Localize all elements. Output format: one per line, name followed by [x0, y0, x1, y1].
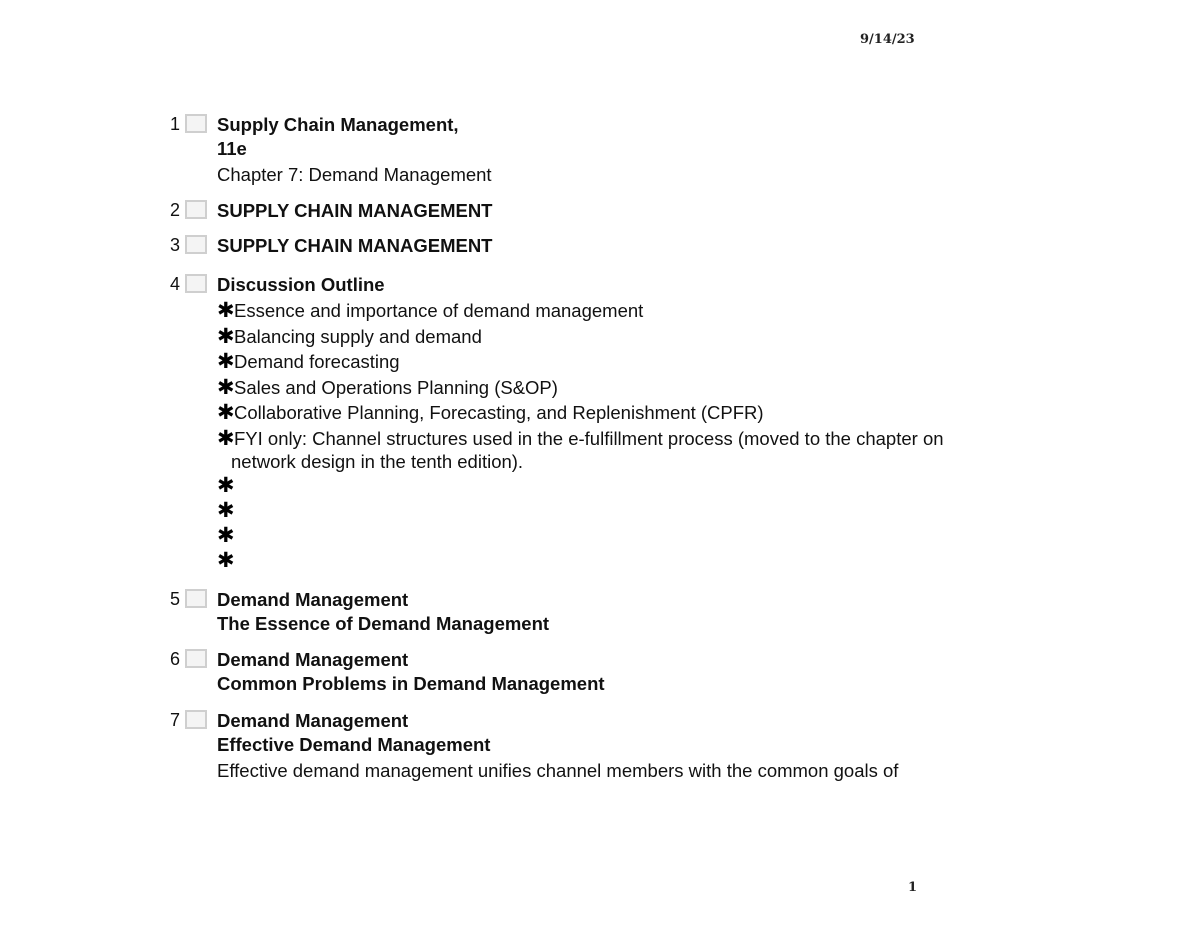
slide-title: SUPPLY CHAIN MANAGEMENT — [217, 200, 493, 221]
list-item-empty — [217, 548, 1037, 573]
slide-thumbnail-icon — [185, 235, 207, 254]
list-item: ✱ Collaborative Planning, Forecasting, and Replenishment (CPFR) — [217, 401, 764, 424]
bullet-star-icon: ✱ — [217, 474, 235, 497]
slide-subtitle: The Essence of Demand Management — [217, 613, 550, 634]
bullet-list — [217, 298, 1037, 573]
bullet-star-icon: ✱ — [217, 375, 235, 399]
slide-title: Demand Management — [217, 649, 409, 670]
slide-thumbnail-icon — [185, 649, 207, 668]
slide-number: 3 — [169, 235, 180, 255]
bullet-star-icon: ✱ — [217, 299, 235, 322]
slide-number: 1 — [169, 114, 180, 134]
slide-number: 4 — [169, 274, 180, 294]
slide-title: SUPPLY CHAIN MANAGEMENT — [217, 235, 493, 256]
list-item: ✱ FYI only: Channel structures used in the e-fulfillment process (moved to the chapter on — [217, 426, 944, 450]
slide-subtitle: Common Problems in Demand Management — [217, 673, 605, 694]
slide-number: 6 — [169, 649, 180, 669]
slide-title: Supply Chain Management, — [217, 114, 459, 135]
slide-thumbnail-icon — [185, 200, 207, 219]
slide-thumbnail-icon — [185, 274, 207, 293]
slide-number: 2 — [169, 200, 180, 220]
slide-number: 5 — [169, 589, 180, 609]
bullet-star-icon: ✱ — [217, 549, 235, 572]
list-item: ✱ Demand forecasting — [217, 350, 400, 373]
slide-subtitle: Effective Demand Management — [217, 734, 491, 755]
bullet-star-icon: ✱ — [217, 324, 235, 348]
bullet-star-icon: ✱ — [217, 426, 235, 450]
header-date: 9/14/23 — [860, 32, 915, 47]
bullet-star-icon: ✱ — [217, 350, 235, 373]
bullet-star-icon: ✱ — [217, 401, 235, 424]
slide-title: Discussion Outline — [217, 274, 385, 295]
slide-edition: 11e — [217, 138, 247, 159]
bullet-star-icon: ✱ — [217, 524, 235, 547]
page-number: 1 — [908, 880, 918, 895]
slide-body-text: Effective demand management unifies channel members with the common goals of — [217, 760, 899, 781]
list-item-empty — [217, 523, 1037, 548]
list-item-empty — [217, 473, 1037, 498]
slide-subtitle: Chapter 7: Demand Management — [217, 164, 492, 185]
bullet-star-icon: ✱ — [217, 499, 235, 522]
list-item: ✱ Sales and Operations Planning (S&OP) — [217, 375, 558, 399]
list-item: ✱ Balancing supply and demand — [217, 324, 482, 348]
slide-number: 7 — [169, 710, 180, 730]
slide-title: Demand Management — [217, 589, 409, 610]
slide-title: Demand Management — [217, 710, 409, 731]
slide-thumbnail-icon — [185, 114, 207, 133]
slide-thumbnail-icon — [185, 710, 207, 729]
list-item: ✱ Essence and importance of demand management — [217, 299, 644, 322]
list-item-empty — [217, 498, 1037, 523]
slide-thumbnail-icon — [185, 589, 207, 608]
list-item-continuation: network design in the tenth edition). — [231, 451, 524, 472]
